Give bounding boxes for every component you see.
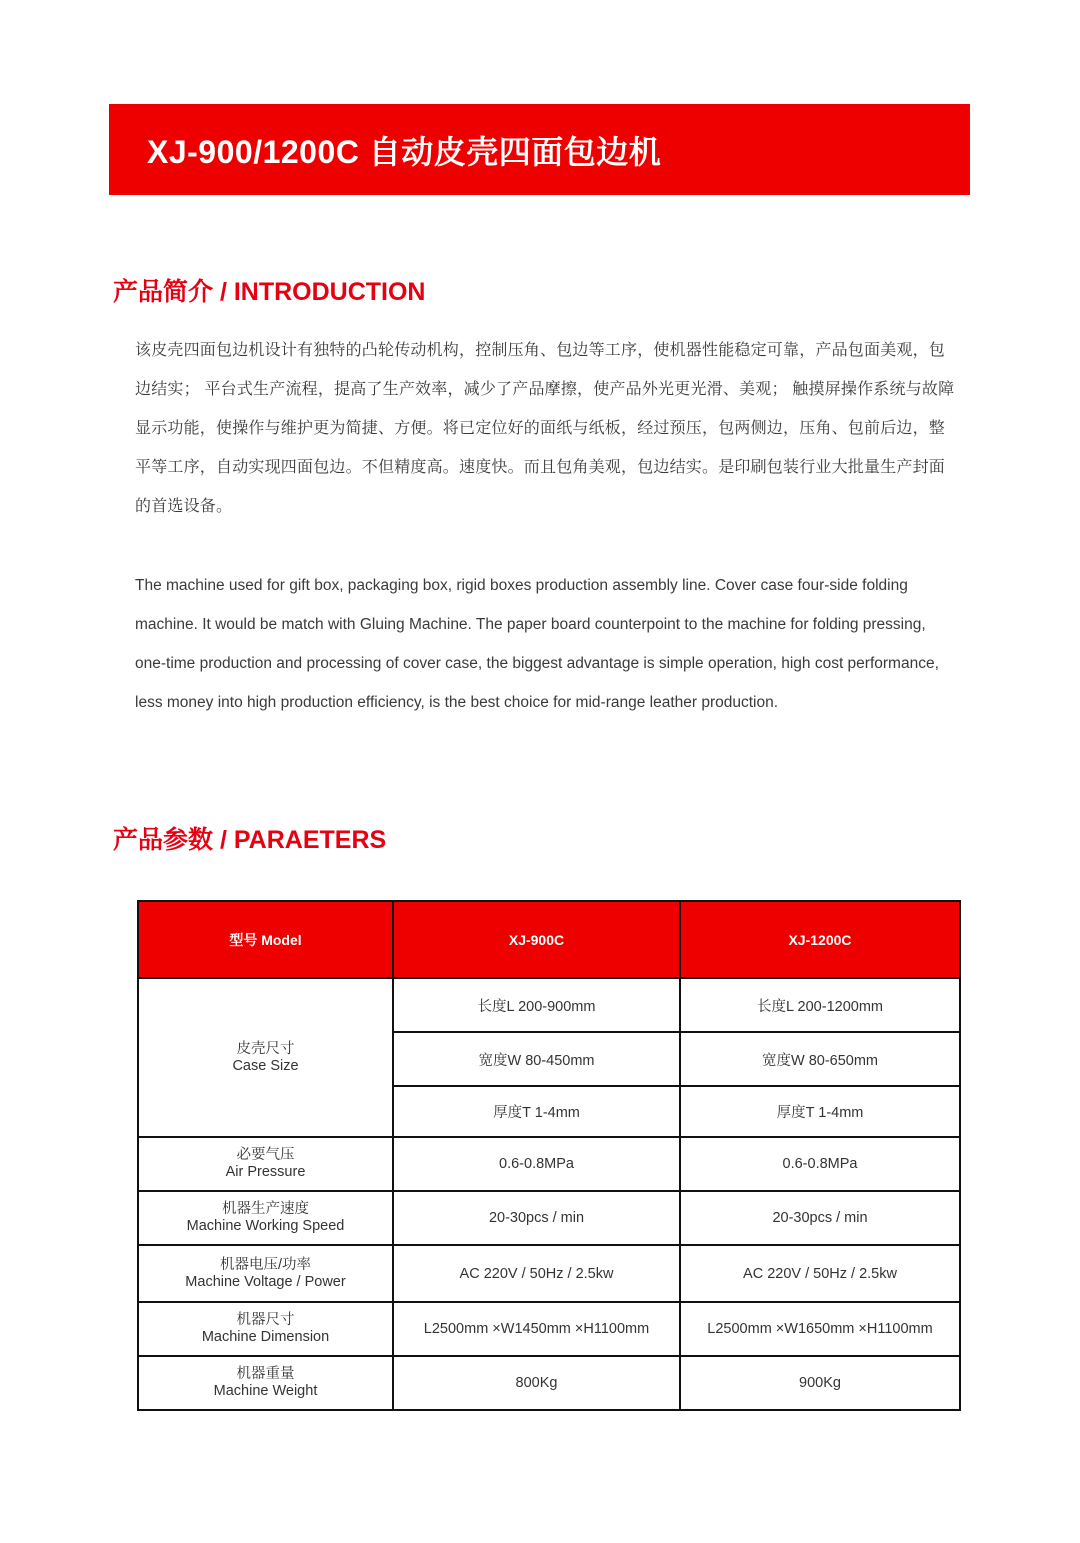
row-label [138,1356,393,1410]
table-cell: L2500mm ×W1650mm ×H1100mm [680,1302,960,1356]
label-en: Machine Weight [213,1383,318,1399]
parameters-table [137,900,961,1411]
table-row [138,1137,960,1191]
label-zh: 机器尺寸 [236,1312,295,1328]
table-cell: AC 220V / 50Hz / 2.5kw [393,1245,680,1302]
table-cell: 长度L 200-1200mm [680,978,960,1032]
row-label [138,1245,393,1302]
label-en: Machine Working Speed [186,1218,345,1234]
table-cell: 厚度T 1-4mm [680,1086,960,1137]
table-cell: 宽度W 80-650mm [680,1032,960,1086]
table-cell: 20-30pcs / min [680,1191,960,1245]
label-en: Machine Dimension [201,1329,330,1345]
table-header-row [138,901,960,978]
label-en: Case Size [232,1057,299,1074]
label-en: Machine Voltage / Power [185,1273,346,1290]
label-zh: 必要气压 [236,1147,295,1163]
header-xj-1200c: XJ-1200C [680,901,960,978]
table-cell: AC 220V / 50Hz / 2.5kw [680,1245,960,1302]
table-row [138,978,960,1032]
label-zh: 机器生产速度 [222,1201,309,1217]
row-label [138,1137,393,1191]
label-zh: 机器重量 [236,1366,295,1382]
parameters-heading: 产品参数 / PARAETERS [113,826,387,854]
row-label [138,1191,393,1245]
table-cell: 长度L 200-900mm [393,978,680,1032]
table-cell: 20-30pcs / min [393,1191,680,1245]
table-cell: 800Kg [393,1356,680,1410]
table-row [138,1245,960,1302]
table-cell: 厚度T 1-4mm [393,1086,680,1137]
introduction-heading: 产品简介 / INTRODUCTION [113,278,426,306]
header-model: 型号 Model [138,901,393,978]
introduction-paragraph-en: The machine used for gift box, packaging box, rigid boxes production assembly line. Cover case four-side folding machine. It would be match with Gluing Machine. The paper board counterpoint to the machine for folding pressing, one-time production and processing of cover case, the biggest advantage is simple operation, high cost performance, less money into high production efficiency, is the best choice for mid-range leather production. [135,577,939,711]
table-row [138,1356,960,1410]
table-cell: 0.6-0.8MPa [393,1137,680,1191]
table-row [138,1302,960,1356]
introduction-paragraph-zh: 该皮壳四面包边机设计有独特的凸轮传动机构，控制压角、包边等工序，使机器性能稳定可靠，产品包面美观，包边结实； 平台式生产流程，提高了生产效率，减少了产品摩擦，使产品外光更光滑、美观； 触摸屏操作系统与故障显示功能，使操作与维护更为简捷、方便。将已定位好的面纸与纸板，经过预压，包两侧边，压角、包前后边，整平等工序，自动实现四面包边。不但精度高。速度快。而且包角美观，包边结实。是印刷包装行业大批量生产封面的首选设备。 [135,342,955,515]
row-label [138,1302,393,1356]
table-cell: 0.6-0.8MPa [680,1137,960,1191]
table-cell: 900Kg [680,1356,960,1410]
header-xj-900c: XJ-900C [393,901,680,978]
table-cell: L2500mm ×W1450mm ×H1100mm [393,1302,680,1356]
label-zh: 皮壳尺寸 [236,1040,295,1057]
case-size-label [138,978,393,1137]
title-banner [109,104,970,195]
label-zh: 机器电压/功率 [219,1256,312,1273]
table-row [138,1191,960,1245]
label-en: Air Pressure [225,1164,306,1180]
page-title: XJ-900/1200C 自动皮壳四面包边机 [147,133,662,170]
table-cell: 宽度W 80-450mm [393,1032,680,1086]
